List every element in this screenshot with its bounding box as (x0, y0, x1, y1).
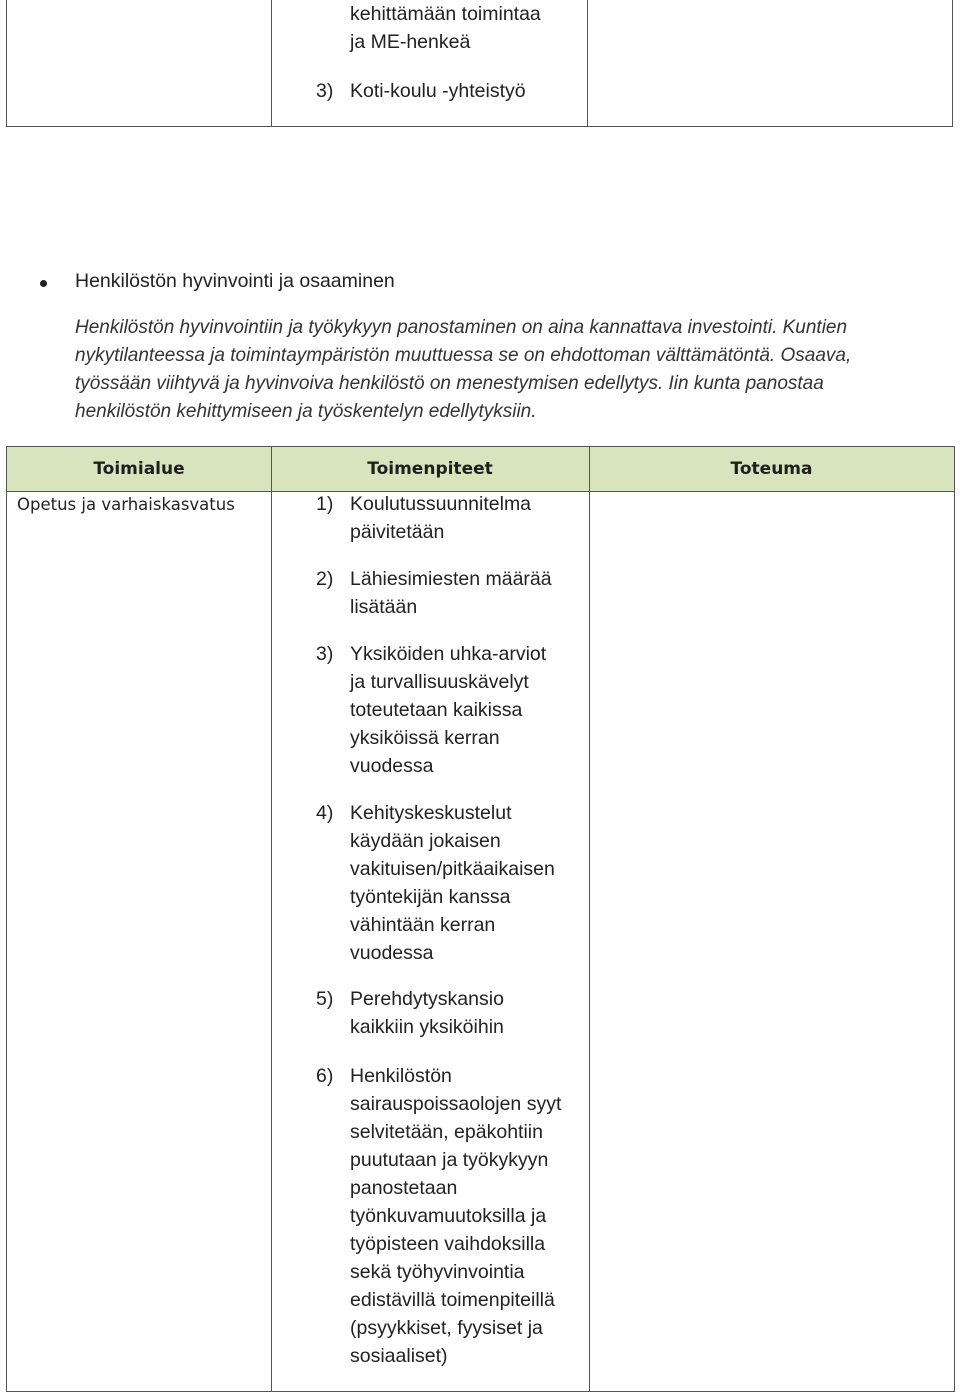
measure-line: päivitetään (350, 521, 445, 543)
measure-line: vuodessa (350, 942, 434, 964)
measure-number: 3) (316, 643, 334, 665)
measure-number: 6) (316, 1065, 334, 1087)
item-3-number: 3) (316, 80, 334, 102)
section-paragraph (75, 314, 935, 426)
measure-text (350, 490, 582, 546)
header-toimenpiteet: Toimenpiteet (367, 459, 493, 479)
column-divider (271, 447, 272, 1391)
paragraph-line: työssään viihtyvä ja hyvinvoiva henkilöstö on menestymisen edellytys. Iin kunta panostaa (75, 373, 824, 394)
measure-line: Lähiesimiesten määrää (350, 568, 552, 590)
measure-line: Henkilöstön (350, 1065, 452, 1087)
measure-line: selvitetään, epäkohtiin (350, 1121, 543, 1143)
measure-number: 4) (316, 802, 334, 824)
measure-line: sekä työhyvinvointia (350, 1261, 525, 1283)
measure-text (350, 565, 582, 621)
measure-line: Perehdytyskansio (350, 988, 504, 1010)
measure-text (350, 640, 582, 780)
measure-line: vähintään kerran (350, 914, 496, 936)
column-divider (587, 0, 588, 126)
measure-line: puututaan ja työkykyyn (350, 1149, 549, 1171)
paragraph-line: Henkilöstön hyvinvointiin ja työkykyyn panostaminen on aina kannattava investointi. Kuntien (75, 317, 848, 338)
measure-number: 1) (316, 493, 334, 515)
measure-text (350, 985, 582, 1041)
measure-line: toteutetaan kaikissa (350, 699, 523, 721)
continuation-line-1: kehittämään toimintaa (350, 3, 541, 25)
measure-text (350, 1062, 582, 1370)
measure-line: sairauspoissaolojen syyt (350, 1093, 562, 1115)
measure-line: kaikkiin yksiköihin (350, 1016, 504, 1038)
column-divider (271, 0, 272, 126)
toimialue-cell: Opetus ja varhaiskasvatus (17, 495, 235, 514)
measure-line: käydään jokaisen (350, 830, 501, 852)
measure-line: Koulutussuunnitelma (350, 493, 532, 515)
measure-line: ja turvallisuuskävelyt (350, 671, 529, 693)
measure-number: 5) (316, 988, 334, 1010)
measure-line: vakituisen/pitkäaikaisen (350, 858, 555, 880)
item-3-text: Koti-koulu -yhteistyö (350, 80, 526, 102)
measure-line: työntekijän kanssa (350, 886, 511, 908)
paragraph-line: henkilöstön kehittymiseen ja työskentelyn edellytyksiin. (75, 401, 537, 422)
measure-line: Yksiköiden uhka-arviot (350, 643, 547, 665)
measure-line: työpisteen vaihdoksilla (350, 1233, 546, 1255)
measure-line: työnkuvamuutoksilla ja (350, 1205, 547, 1227)
measure-line: (psyykkiset, fyysiset ja (350, 1317, 543, 1339)
measure-line: panostetaan (350, 1177, 458, 1199)
measure-line: Kehityskeskustelut (350, 802, 512, 824)
measure-text (350, 799, 582, 967)
section-heading: Henkilöstön hyvinvointi ja osaaminen (75, 270, 395, 292)
column-divider (589, 447, 590, 1391)
measure-line: vuodessa (350, 755, 434, 777)
measure-line: sosiaaliset) (350, 1345, 448, 1367)
measure-line: yksiköissä kerran (350, 727, 500, 749)
bullet-icon (40, 280, 47, 287)
table-header-row (7, 447, 954, 492)
measure-line: lisätään (350, 596, 418, 618)
measure-number: 2) (316, 568, 334, 590)
header-toteuma: Toteuma (730, 459, 813, 479)
measure-line: edistävillä toimenpiteillä (350, 1289, 555, 1311)
header-toimialue: Toimialue (93, 459, 185, 479)
continuation-line-2: ja ME-henkeä (350, 31, 471, 53)
paragraph-line: nykytilanteessa ja toimintaympäristön muuttuessa se on ehdottoman välttämätöntä. Osaava, (75, 345, 852, 366)
